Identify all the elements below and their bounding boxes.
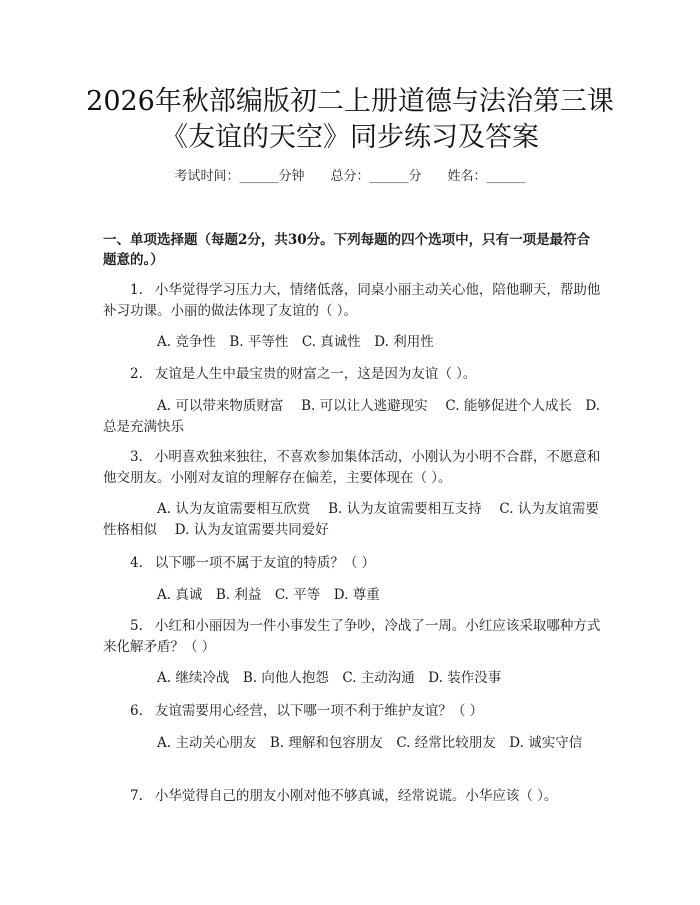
question-number: 7. xyxy=(130,788,143,804)
question-1 xyxy=(103,280,603,322)
question-number: 5. xyxy=(130,618,143,634)
question-text: 小华觉得自己的朋友小刚对他不够真诚，经常说谎。小华应该（ ）。 xyxy=(154,788,558,804)
question-2-options: A. 可以带来物质财富 B. 可以让人逃避现实 C. 能够促进个人成长 D. 总是充满快乐 xyxy=(103,398,600,435)
question-6 xyxy=(103,701,603,722)
question-text: 小华觉得学习压力大，情绪低落，同桌小丽主动关心他，陪他聊天，帮助他补习功课。小丽的做法体现了友谊的（ ）。 xyxy=(103,282,601,319)
exam-info-line: 考试时间：______分钟 总分：______分 姓名：______ xyxy=(174,169,526,184)
question-number: 1. xyxy=(130,282,143,298)
question-text: 以下哪一项不属于友谊的特质？（ ） xyxy=(154,555,376,571)
question-1-options: A. 竞争性 B. 平等性 C. 真诚性 D. 利用性 xyxy=(157,334,434,350)
question-2 xyxy=(103,364,603,385)
question-text: 小明喜欢独来独往，不喜欢参加集体活动，小刚认为小明不合群，不愿意和他交朋友。小刚对友谊的理解存在偏差，主要体现在（ ）。 xyxy=(103,449,601,486)
question-number: 4. xyxy=(130,555,143,571)
question-text: 小红和小丽因为一件小事发生了争吵，冷战了一周。小红应该采取哪种方式来化解矛盾？（ ） xyxy=(103,618,601,655)
question-6-options: A. 主动关心朋友 B. 理解和包容朋友 C. 经常比较朋友 D. 诚实守信 xyxy=(157,735,583,751)
question-text: 友谊是人生中最宝贵的财富之一，这是因为友谊（ ）。 xyxy=(154,366,477,382)
question-4-options: A. 真诚 B. 利益 C. 平等 D. 尊重 xyxy=(157,587,380,603)
question-text: 友谊需要用心经营，以下哪一项不利于维护友谊？（ ） xyxy=(154,703,484,719)
document-title-line2: 《友谊的天空》同步练习及答案 xyxy=(161,122,539,153)
question-5 xyxy=(103,616,603,658)
section-heading: 一、单项选择题（每题2分，共30分。下列每题的四个选项中，只有一项是最符合题意的。） xyxy=(103,232,591,268)
question-4 xyxy=(103,553,603,574)
question-5-options: A. 继续冷战 B. 向他人抱怨 C. 主动沟通 D. 装作没事 xyxy=(157,670,502,686)
question-number: 2. xyxy=(130,366,143,382)
document-title-line1: 2026年秋部编版初二上册道德与法治第三课 xyxy=(86,86,614,117)
question-3-options: A. 认为友谊需要相互欣赏 B. 认为友谊需要相互支持 C. 认为友谊需要性格相似 D. 认为友谊需要共同爱好 xyxy=(103,501,599,538)
question-3 xyxy=(103,447,603,489)
question-number: 3. xyxy=(130,449,143,465)
question-number: 6. xyxy=(130,703,143,719)
question-7 xyxy=(103,786,603,807)
